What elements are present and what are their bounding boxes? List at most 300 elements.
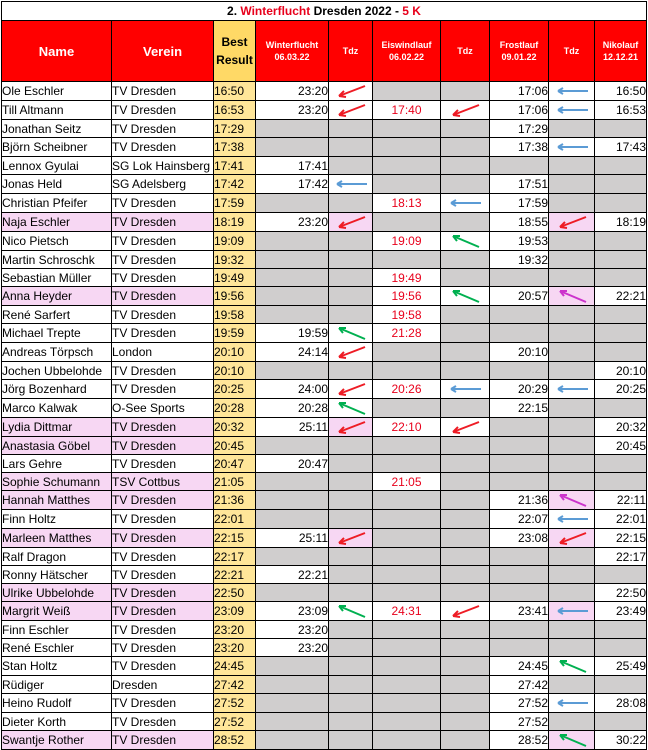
best-result: 17:41	[214, 157, 256, 175]
winterflucht-time: 23:20	[256, 82, 329, 101]
tdz-arrow-1	[329, 175, 373, 194]
table-row	[2, 306, 647, 324]
table-row	[2, 213, 647, 232]
athlete-name: Finn Holtz	[2, 510, 112, 529]
athlete-club: TV Dresden	[112, 639, 214, 657]
frostlauf-time: 23:41	[490, 602, 549, 621]
tdz-arrow-1	[329, 324, 373, 343]
tdz-arrow-3	[549, 380, 595, 399]
eiswindlauf-time	[373, 639, 441, 657]
red-arrow-icon	[331, 213, 371, 231]
eiswindlauf-time	[373, 731, 441, 750]
athlete-club: O-See Sports	[112, 399, 214, 418]
blue-arrow-icon	[552, 510, 592, 528]
tdz-arrow-2	[441, 380, 490, 399]
best-result: 22:15	[214, 529, 256, 548]
athlete-name: Ronny Hätscher	[2, 566, 112, 584]
table-row	[2, 232, 647, 251]
table-row	[2, 194, 647, 213]
table-row	[2, 101, 647, 120]
tdz-arrow-3	[549, 621, 595, 639]
frostlauf-time: 21:36	[490, 491, 549, 510]
red-arrow-icon	[331, 529, 371, 547]
tdz-arrow-1	[329, 713, 373, 731]
table-row	[2, 713, 647, 731]
table-row	[2, 510, 647, 529]
frostlauf-time: 17:29	[490, 120, 549, 138]
best-result: 17:38	[214, 138, 256, 157]
frostlauf-time	[490, 157, 549, 175]
tdz-arrow-1	[329, 362, 373, 380]
athlete-name: Michael Trepte	[2, 324, 112, 343]
frostlauf-time: 17:59	[490, 194, 549, 213]
athlete-name: Ralf Dragon	[2, 548, 112, 566]
tdz-arrow-3	[549, 251, 595, 269]
tdz-arrow-2	[441, 418, 490, 437]
tdz-arrow-2	[441, 251, 490, 269]
athlete-club: TV Dresden	[112, 621, 214, 639]
athlete-name: Rüdiger	[2, 676, 112, 694]
athlete-club: TV Dresden	[112, 657, 214, 676]
athlete-club: SG Adelsberg	[112, 175, 214, 194]
nikolauf-time	[595, 621, 647, 639]
athlete-club: TSV Cottbus	[112, 473, 214, 491]
table-row	[2, 175, 647, 194]
blue-arrow-icon	[445, 380, 485, 398]
tdz-arrow-3	[549, 437, 595, 455]
frostlauf-time	[490, 584, 549, 602]
nikolauf-time	[595, 399, 647, 418]
tdz-arrow-3	[549, 584, 595, 602]
frostlauf-time	[490, 455, 549, 473]
athlete-name: Ole Eschler	[2, 82, 112, 101]
best-result: 27:42	[214, 676, 256, 694]
frostlauf-time: 22:15	[490, 399, 549, 418]
athlete-club: TV Dresden	[112, 418, 214, 437]
athlete-name: Jonas Held	[2, 175, 112, 194]
athlete-club: TV Dresden	[112, 232, 214, 251]
eiswindlauf-time	[373, 455, 441, 473]
tdz-arrow-1	[329, 399, 373, 418]
nikolauf-time: 20:45	[595, 437, 647, 455]
winterflucht-time	[256, 306, 329, 324]
eiswindlauf-time	[373, 138, 441, 157]
winterflucht-time	[256, 362, 329, 380]
athlete-name: Nico Pietsch	[2, 232, 112, 251]
frostlauf-time: 20:10	[490, 343, 549, 362]
tdz-arrow-1	[329, 621, 373, 639]
athlete-name: Swantje Rother	[2, 731, 112, 750]
eiswindlauf-time: 24:31	[373, 602, 441, 621]
frostlauf-time: 18:55	[490, 213, 549, 232]
nikolauf-time: 22:17	[595, 548, 647, 566]
nikolauf-time: 22:21	[595, 287, 647, 306]
frostlauf-time: 20:57	[490, 287, 549, 306]
tdz-arrow-2	[441, 510, 490, 529]
athlete-club: TV Dresden	[112, 362, 214, 380]
winterflucht-time	[256, 120, 329, 138]
nikolauf-time	[595, 473, 647, 491]
table-row	[2, 138, 647, 157]
winterflucht-time	[256, 731, 329, 750]
winterflucht-time: 24:14	[256, 343, 329, 362]
green-arrow-icon	[331, 602, 371, 620]
tdz-arrow-3	[549, 731, 595, 750]
nikolauf-time: 22:50	[595, 584, 647, 602]
table-row	[2, 676, 647, 694]
winterflucht-time: 20:28	[256, 399, 329, 418]
tdz-arrow-1	[329, 566, 373, 584]
green-arrow-icon	[331, 324, 371, 342]
tdz-arrow-2	[441, 101, 490, 120]
athlete-name: René Eschler	[2, 639, 112, 657]
green-arrow-icon	[445, 287, 485, 305]
best-result: 17:42	[214, 175, 256, 194]
best-result: 20:28	[214, 399, 256, 418]
tdz-arrow-3	[549, 694, 595, 713]
tdz-arrow-3	[549, 287, 595, 306]
tdz-arrow-1	[329, 138, 373, 157]
frostlauf-time	[490, 362, 549, 380]
tdz-arrow-2	[441, 120, 490, 138]
tdz-arrow-1	[329, 455, 373, 473]
tdz-arrow-2	[441, 343, 490, 362]
blue-arrow-icon	[552, 380, 592, 398]
blue-arrow-icon	[552, 694, 592, 712]
table-row	[2, 566, 647, 584]
winterflucht-time: 19:59	[256, 324, 329, 343]
tdz-arrow-3	[549, 213, 595, 232]
tdz-arrow-2	[441, 529, 490, 548]
athlete-club: TV Dresden	[112, 602, 214, 621]
red-arrow-icon	[445, 602, 485, 620]
tdz-arrow-3	[549, 473, 595, 491]
winterflucht-time	[256, 694, 329, 713]
winterflucht-time: 23:20	[256, 639, 329, 657]
tdz-arrow-1	[329, 473, 373, 491]
tdz-arrow-3	[549, 101, 595, 120]
best-result: 19:09	[214, 232, 256, 251]
nikolauf-time: 22:01	[595, 510, 647, 529]
tdz-arrow-2	[441, 602, 490, 621]
frostlauf-time: 17:06	[490, 101, 549, 120]
athlete-club: Dresden	[112, 676, 214, 694]
tdz-arrow-2	[441, 324, 490, 343]
tdz-arrow-1	[329, 251, 373, 269]
tdz-arrow-3	[549, 418, 595, 437]
green-arrow-icon	[552, 657, 592, 675]
best-result: 20:45	[214, 437, 256, 455]
eiswindlauf-time	[373, 566, 441, 584]
tdz-arrow-1	[329, 101, 373, 120]
athlete-name: Margrit Weiß	[2, 602, 112, 621]
frostlauf-time: 27:52	[490, 694, 549, 713]
blue-arrow-icon	[445, 194, 485, 212]
nikolauf-time: 18:19	[595, 213, 647, 232]
tdz-arrow-2	[441, 399, 490, 418]
nikolauf-time	[595, 269, 647, 287]
athlete-club: TV Dresden	[112, 101, 214, 120]
tdz-arrow-1	[329, 120, 373, 138]
eiswindlauf-time	[373, 251, 441, 269]
red-arrow-icon	[331, 101, 371, 119]
eiswindlauf-time: 21:05	[373, 473, 441, 491]
red-arrow-icon	[331, 82, 371, 100]
winterflucht-time: 17:42	[256, 175, 329, 194]
best-result: 20:32	[214, 418, 256, 437]
table-row	[2, 639, 647, 657]
tdz-arrow-2	[441, 269, 490, 287]
nikolauf-time	[595, 455, 647, 473]
best-result: 21:36	[214, 491, 256, 510]
athlete-name: Marleen Matthes	[2, 529, 112, 548]
table-row	[2, 529, 647, 548]
best-result: 22:17	[214, 548, 256, 566]
tdz-arrow-1	[329, 437, 373, 455]
athlete-club: TV Dresden	[112, 491, 214, 510]
athlete-name: Naja Eschler	[2, 213, 112, 232]
blue-arrow-icon	[552, 101, 592, 119]
nikolauf-time: 17:43	[595, 138, 647, 157]
best-result: 24:45	[214, 657, 256, 676]
best-result: 19:59	[214, 324, 256, 343]
eiswindlauf-time: 18:13	[373, 194, 441, 213]
tdz-arrow-3	[549, 175, 595, 194]
tdz-arrow-3	[549, 529, 595, 548]
results-table	[1, 1, 647, 750]
tdz-arrow-1	[329, 194, 373, 213]
athlete-name: Hannah Matthes	[2, 491, 112, 510]
blue-arrow-icon	[552, 138, 592, 156]
table-row	[2, 324, 647, 343]
athlete-club: TV Dresden	[112, 287, 214, 306]
athlete-name: Björn Scheibner	[2, 138, 112, 157]
winterflucht-time	[256, 548, 329, 566]
best-result: 19:49	[214, 269, 256, 287]
nikolauf-time	[595, 251, 647, 269]
tdz-arrow-1	[329, 584, 373, 602]
frostlauf-time	[490, 621, 549, 639]
athlete-name: Marco Kalwak	[2, 399, 112, 418]
frostlauf-time	[490, 566, 549, 584]
tdz-arrow-1	[329, 269, 373, 287]
eiswindlauf-time	[373, 82, 441, 101]
best-result: 19:56	[214, 287, 256, 306]
best-result: 17:29	[214, 120, 256, 138]
eiswindlauf-time	[373, 694, 441, 713]
tdz-arrow-3	[549, 639, 595, 657]
tdz-arrow-1	[329, 306, 373, 324]
athlete-name: Stan Holtz	[2, 657, 112, 676]
tdz-arrow-3	[549, 120, 595, 138]
pink-arrow-icon	[552, 287, 592, 305]
tdz-arrow-3	[549, 157, 595, 175]
eiswindlauf-time	[373, 676, 441, 694]
tdz-arrow-3	[549, 194, 595, 213]
table-row	[2, 82, 647, 101]
athlete-club: TV Dresden	[112, 529, 214, 548]
tdz-arrow-2	[441, 566, 490, 584]
results-body	[2, 82, 647, 750]
athlete-club: TV Dresden	[112, 548, 214, 566]
eiswindlauf-time	[373, 713, 441, 731]
tdz-arrow-1	[329, 602, 373, 621]
tdz-arrow-1	[329, 548, 373, 566]
frostlauf-time: 27:42	[490, 676, 549, 694]
winterflucht-time	[256, 713, 329, 731]
eiswindlauf-time	[373, 343, 441, 362]
best-result: 18:19	[214, 213, 256, 232]
tdz-arrow-2	[441, 82, 490, 101]
header-nikolauf: Nikolauf 12.12.21	[595, 21, 647, 82]
athlete-club: TV Dresden	[112, 324, 214, 343]
best-result: 22:50	[214, 584, 256, 602]
table-row	[2, 399, 647, 418]
frostlauf-time: 17:06	[490, 82, 549, 101]
athlete-name: Jörg Bozenhard	[2, 380, 112, 399]
athlete-club: TV Dresden	[112, 120, 214, 138]
winterflucht-time	[256, 657, 329, 676]
frostlauf-time	[490, 437, 549, 455]
red-arrow-icon	[445, 418, 485, 436]
tdz-arrow-1	[329, 418, 373, 437]
athlete-club: TV Dresden	[112, 213, 214, 232]
eiswindlauf-time: 21:28	[373, 324, 441, 343]
tdz-arrow-3	[549, 306, 595, 324]
nikolauf-time	[595, 306, 647, 324]
athlete-club: TV Dresden	[112, 138, 214, 157]
frostlauf-time: 22:07	[490, 510, 549, 529]
eiswindlauf-time: 19:56	[373, 287, 441, 306]
tdz-arrow-2	[441, 213, 490, 232]
table-row	[2, 251, 647, 269]
table-row	[2, 491, 647, 510]
table-row	[2, 731, 647, 750]
athlete-club: TV Dresden	[112, 713, 214, 731]
nikolauf-time: 25:49	[595, 657, 647, 676]
nikolauf-time	[595, 324, 647, 343]
frostlauf-time: 20:29	[490, 380, 549, 399]
athlete-name: Anna Heyder	[2, 287, 112, 306]
tdz-arrow-2	[441, 621, 490, 639]
nikolauf-time: 20:32	[595, 418, 647, 437]
tdz-arrow-2	[441, 138, 490, 157]
red-arrow-icon	[331, 418, 371, 436]
athlete-club: TV Dresden	[112, 82, 214, 101]
athlete-name: René Sarfert	[2, 306, 112, 324]
tdz-arrow-2	[441, 548, 490, 566]
nikolauf-time	[595, 175, 647, 194]
best-result: 16:53	[214, 101, 256, 120]
table-row	[2, 602, 647, 621]
tdz-arrow-2	[441, 713, 490, 731]
red-arrow-icon	[552, 213, 592, 231]
best-result: 28:52	[214, 731, 256, 750]
nikolauf-time	[595, 232, 647, 251]
tdz-arrow-3	[549, 399, 595, 418]
eiswindlauf-time: 20:26	[373, 380, 441, 399]
red-arrow-icon	[331, 380, 371, 398]
tdz-arrow-2	[441, 157, 490, 175]
nikolauf-time: 30:22	[595, 731, 647, 750]
table-row	[2, 157, 647, 175]
athlete-name: Jonathan Seitz	[2, 120, 112, 138]
athlete-name: Martin Schroschk	[2, 251, 112, 269]
best-result: 21:05	[214, 473, 256, 491]
tdz-arrow-3	[549, 491, 595, 510]
table-row	[2, 380, 647, 399]
athlete-name: Ulrike Ubbelohde	[2, 584, 112, 602]
frostlauf-time	[490, 306, 549, 324]
best-result: 22:01	[214, 510, 256, 529]
athlete-name: Lydia Dittmar	[2, 418, 112, 437]
tdz-arrow-1	[329, 287, 373, 306]
athlete-club: TV Dresden	[112, 584, 214, 602]
athlete-club: London	[112, 343, 214, 362]
tdz-arrow-1	[329, 157, 373, 175]
eiswindlauf-time	[373, 120, 441, 138]
athlete-club: TV Dresden	[112, 731, 214, 750]
tdz-arrow-2	[441, 287, 490, 306]
athlete-club: TV Dresden	[112, 437, 214, 455]
athlete-club: SG Lok Hainsberg	[112, 157, 214, 175]
winterflucht-time: 22:21	[256, 566, 329, 584]
tdz-arrow-2	[441, 306, 490, 324]
table-row	[2, 120, 647, 138]
eiswindlauf-time: 17:40	[373, 101, 441, 120]
athlete-club: TV Dresden	[112, 455, 214, 473]
winterflucht-time	[256, 510, 329, 529]
header-winterflucht: Winterflucht 06.03.22	[256, 21, 329, 82]
athlete-name: Jochen Ubbelohde	[2, 362, 112, 380]
eiswindlauf-time	[373, 399, 441, 418]
frostlauf-time: 19:53	[490, 232, 549, 251]
table-row	[2, 343, 647, 362]
winterflucht-time	[256, 287, 329, 306]
tdz-arrow-1	[329, 380, 373, 399]
tdz-arrow-3	[549, 232, 595, 251]
winterflucht-time: 25:11	[256, 418, 329, 437]
winterflucht-time: 24:00	[256, 380, 329, 399]
frostlauf-time: 17:51	[490, 175, 549, 194]
header-frostlauf: Frostlauf 09.01.22	[490, 21, 549, 82]
athlete-name: Lars Gehre	[2, 455, 112, 473]
eiswindlauf-time	[373, 157, 441, 175]
tdz-arrow-1	[329, 639, 373, 657]
table-row	[2, 584, 647, 602]
eiswindlauf-time	[373, 437, 441, 455]
tdz-arrow-2	[441, 437, 490, 455]
athlete-name: Dieter Korth	[2, 713, 112, 731]
winterflucht-time	[256, 269, 329, 287]
athlete-club: TV Dresden	[112, 251, 214, 269]
eiswindlauf-time	[373, 584, 441, 602]
best-result: 19:58	[214, 306, 256, 324]
green-arrow-icon	[552, 731, 592, 749]
best-result: 23:20	[214, 639, 256, 657]
tdz-arrow-3	[549, 269, 595, 287]
frostlauf-time: 17:38	[490, 138, 549, 157]
tdz-arrow-3	[549, 455, 595, 473]
tdz-arrow-3	[549, 713, 595, 731]
header-eiswindlauf: Eiswindlauf 06.02.22	[373, 21, 441, 82]
eiswindlauf-time	[373, 491, 441, 510]
frostlauf-time: 23:08	[490, 529, 549, 548]
table-row	[2, 418, 647, 437]
athlete-name: Sebastian Müller	[2, 269, 112, 287]
eiswindlauf-time: 19:58	[373, 306, 441, 324]
nikolauf-time: 16:53	[595, 101, 647, 120]
